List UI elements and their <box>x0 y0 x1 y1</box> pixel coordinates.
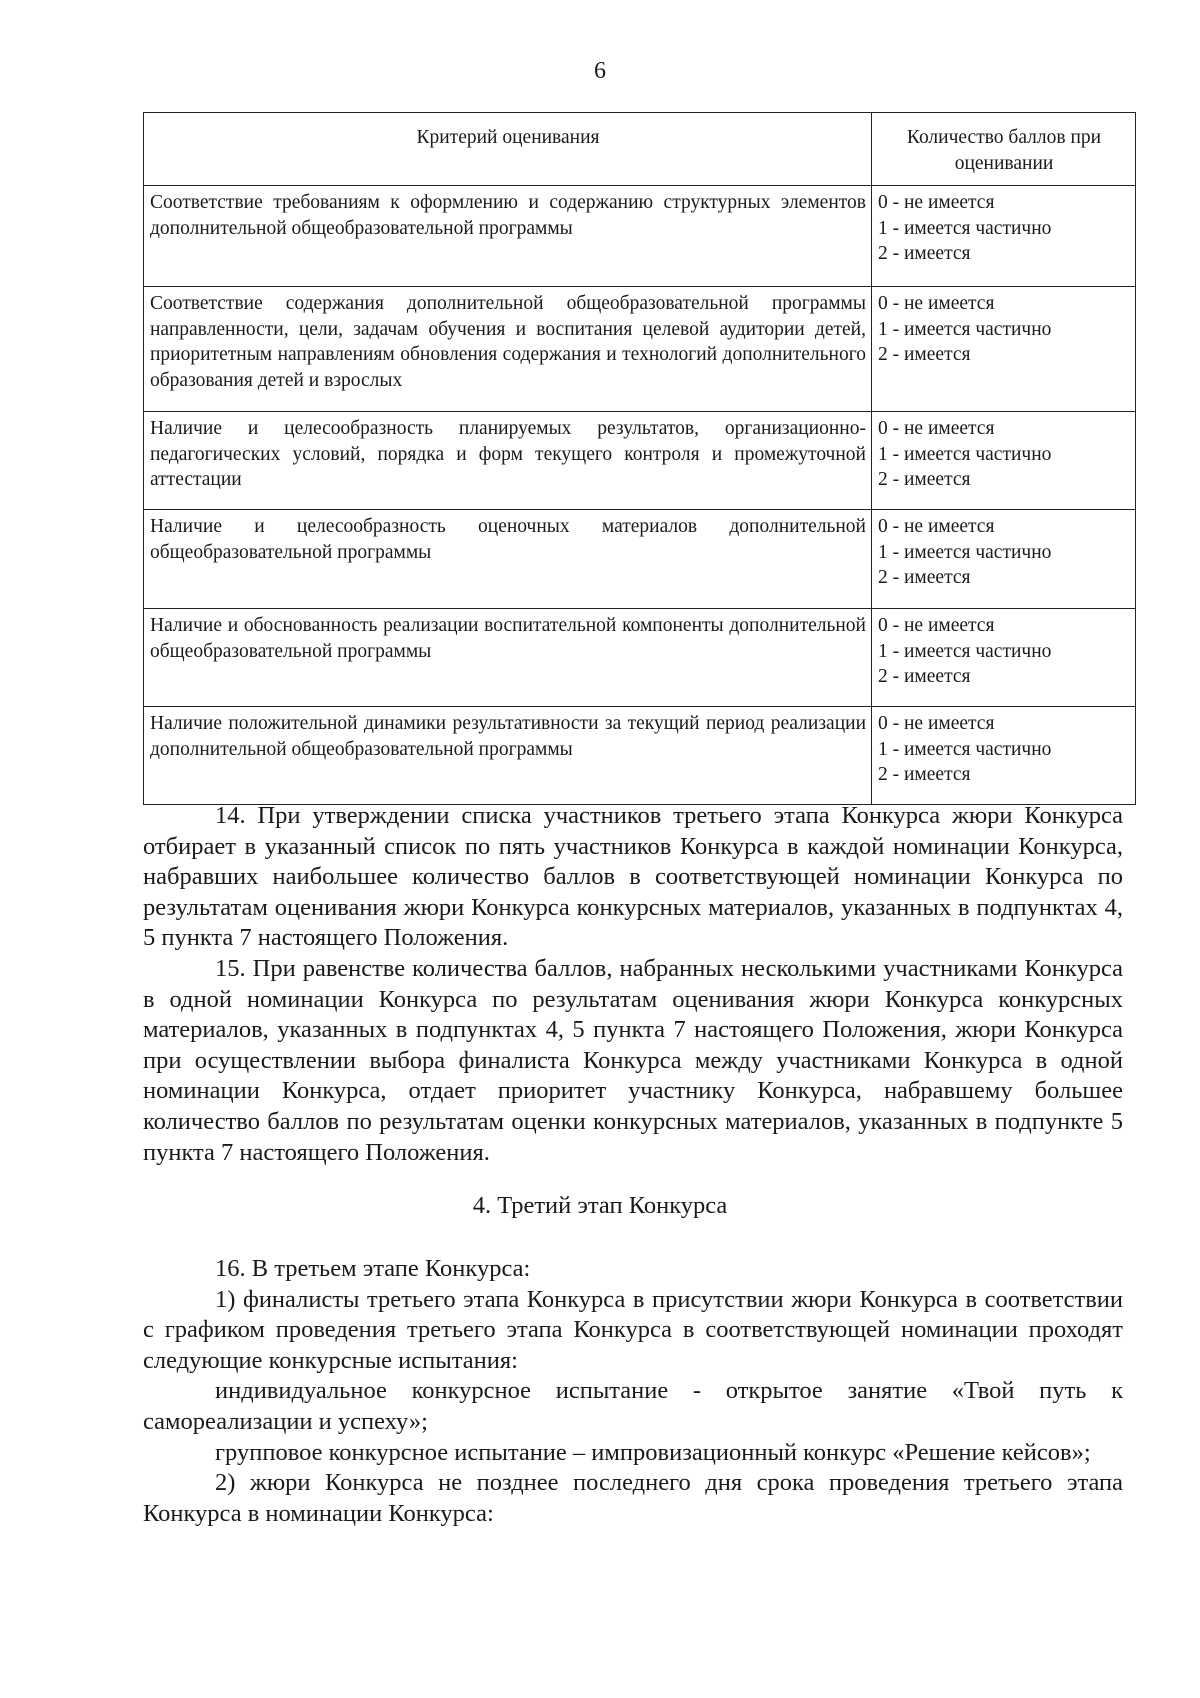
score-cell <box>872 510 1136 609</box>
score-option: 1 - имеется частично <box>878 443 1052 465</box>
paragraph-15: 15. При равенстве количества баллов, набранных несколькими участниками Конкурса в одной номинации Конкурса по результатам оценивания жюри Конкурса конкурсных материалов, указанных в подпунктах 4, 5 пункта 7 настоящего Положения, жюри Конкурса при осуществлении выбора финалиста Конкурса между участниками Конкурса в одной номинации Конкурса, отдает приоритет участнику Конкурса, набравшему большее количество баллов по результатам оценки конкурсных материалов, указанных в подпункте 5 пункта 7 настоящего Положения. <box>143 954 1123 1166</box>
table-row <box>144 287 1136 412</box>
criterion-cell: Наличие и целесообразность планируемых результатов, организационно-педагогических условий, порядка и форм текущего контроля и промежуточной аттестации <box>144 412 872 510</box>
score-option: 0 - не имеется <box>878 516 995 537</box>
score-cell <box>872 412 1136 510</box>
table-row <box>144 510 1136 609</box>
table-row <box>144 707 1136 805</box>
score-option: 2 - имеется <box>878 344 971 365</box>
header-criterion: Критерий оценивания <box>144 113 872 186</box>
score-option: 0 - не имеется <box>878 615 995 636</box>
group-test-item: групповое конкурсное испытание – импровизационный конкурс «Решение кейсов»; <box>215 1438 1091 1466</box>
table-row <box>144 609 1136 707</box>
score-option: 0 - не имеется <box>878 713 995 734</box>
score-option: 1 - имеется частично <box>878 541 1052 563</box>
section-body <box>143 1254 1123 1529</box>
score-cell <box>872 609 1136 707</box>
body-text-block <box>143 801 1123 1168</box>
individual-test-item: индивидуальное конкурсное испытание - открытое занятие «Твой путь к самореализации и успеху»; <box>143 1377 1123 1435</box>
score-option: 1 - имеется частично <box>878 640 1052 662</box>
criteria-table <box>143 112 1136 805</box>
subitem-2: 2) жюри Конкурса не позднее последнего дня срока проведения третьего этапа Конкурса в номинации Конкурса: <box>143 1469 1123 1527</box>
paragraph-14: 14. При утверждении списка участников третьего этапа Конкурса жюри Конкурса отбирает в указанный список по пять участников Конкурса в каждой номинации Конкурса, набравших наибольшее количество баллов в соответствующей номинации Конкурса по результатам оценивания жюри Конкурса конкурсных материалов, указанных в подпунктах 4, 5 пункта 7 настоящего Положения. <box>143 802 1123 952</box>
score-option: 2 - имеется <box>878 243 971 264</box>
criterion-cell: Наличие и обоснованность реализации воспитательной компоненты дополнительной общеобразовательной программы <box>144 609 872 707</box>
table-row <box>144 412 1136 510</box>
score-option: 2 - имеется <box>878 469 971 490</box>
criterion-cell: Наличие и целесообразность оценочных материалов дополнительной общеобразовательной программы <box>144 510 872 609</box>
score-option: 1 - имеется частично <box>878 318 1052 340</box>
subitem-1: 1) финалисты третьего этапа Конкурса в присутствии жюри Конкурса в соответствии с графиком проведения третьего этапа Конкурса в соответствующей номинации проходят следующие конкурсные испытания: <box>143 1285 1123 1374</box>
table-row <box>144 186 1136 287</box>
section-heading: 4. Третий этап Конкурса <box>472 1192 728 1219</box>
score-option: 0 - не имеется <box>878 418 995 439</box>
score-option: 1 - имеется частично <box>878 217 1052 239</box>
criterion-cell: Соответствие требованиям к оформлению и содержанию структурных элементов дополнительной общеобразовательной программы <box>144 186 872 287</box>
score-option: 0 - не имеется <box>878 293 995 314</box>
page-number: 6 <box>594 58 606 84</box>
score-cell <box>872 707 1136 805</box>
score-option: 1 - имеется частично <box>878 738 1052 760</box>
score-option: 2 - имеется <box>878 666 971 687</box>
table-header-row <box>144 113 1136 186</box>
score-cell <box>872 186 1136 287</box>
criterion-cell: Соответствие содержания дополнительной общеобразовательной программы направленности, цели, задачам обучения и воспитания целевой аудитории детей, приоритетным направлениям обновления содержания и технологий дополнительного образования детей и взрослых <box>144 287 872 412</box>
score-option: 2 - имеется <box>878 567 971 588</box>
paragraph-16: 16. В третьем этапе Конкурса: <box>215 1255 531 1282</box>
score-option: 0 - не имеется <box>878 192 995 213</box>
criterion-cell: Наличие положительной динамики результативности за текущий период реализации дополнительной общеобразовательной программы <box>144 707 872 805</box>
score-option: 2 - имеется <box>878 764 971 785</box>
header-score: Количество баллов при оценивании <box>872 113 1136 186</box>
score-cell <box>872 287 1136 412</box>
